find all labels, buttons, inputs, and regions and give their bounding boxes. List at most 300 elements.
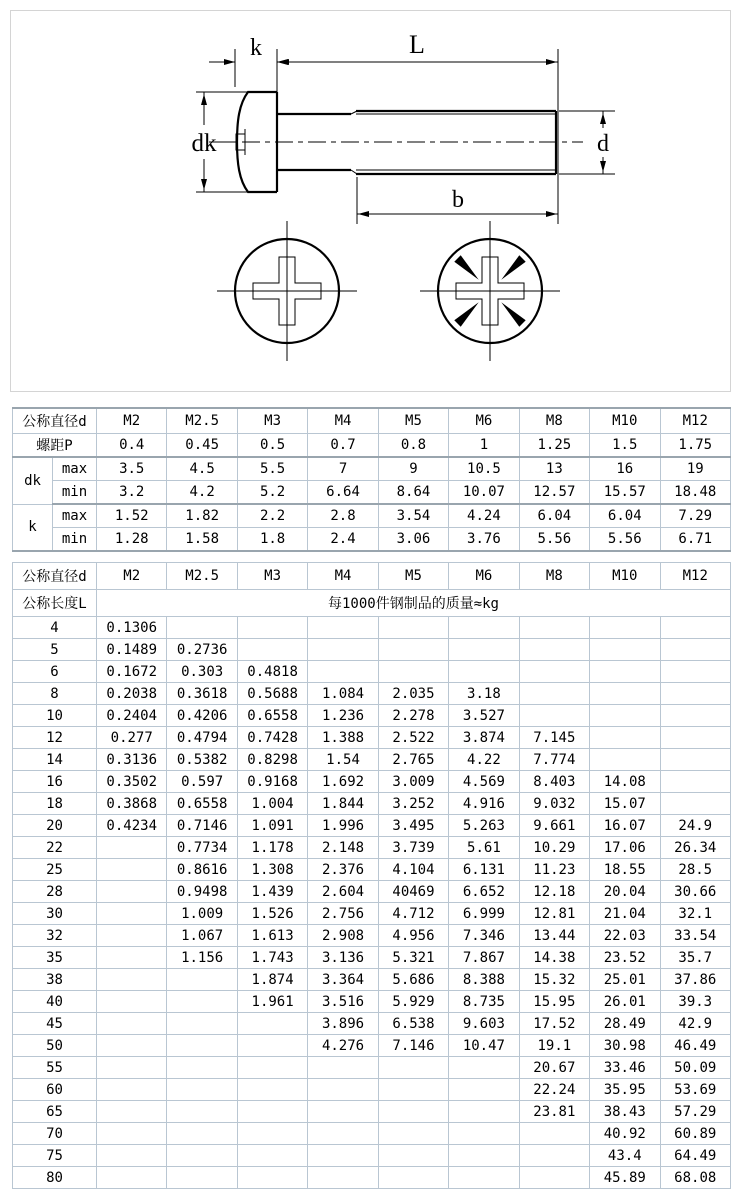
mass-value-cell [167,1079,237,1101]
pitch-value-cell: 0.7 [308,434,378,458]
mass-value-cell [519,617,589,639]
mass-value-cell [167,1101,237,1123]
diameter-column-header: M2 [97,563,167,590]
diameter-column-header: M2.5 [167,408,237,434]
mass-value-cell [97,947,167,969]
mass-value-cell: 1.961 [237,991,307,1013]
mass-value-cell: 1.54 [308,749,378,771]
mass-value-cell [97,1167,167,1189]
mass-value-cell: 3.009 [378,771,448,793]
mass-value-cell: 8.388 [449,969,519,991]
dim-value-cell: 1.82 [167,504,237,528]
mass-value-cell [660,639,731,661]
mass-value-cell: 0.3868 [97,793,167,815]
diameter-column-header: M3 [237,408,307,434]
mass-row [13,727,731,749]
mass-value-cell [378,617,448,639]
mass-value-cell: 0.1489 [97,639,167,661]
mass-value-cell: 22.03 [590,925,660,947]
mass-value-cell [449,1079,519,1101]
mass-value-cell: 45.89 [590,1167,660,1189]
dim-label-k: k [250,35,262,61]
spec-row [13,528,731,552]
mass-value-cell: 7.145 [519,727,589,749]
mass-value-cell: 6.131 [449,859,519,881]
length-value-cell: 16 [13,771,97,793]
mass-row [13,881,731,903]
mass-value-cell [308,617,378,639]
dim-symbol-cell: dk [13,457,53,504]
length-value-cell: 30 [13,903,97,925]
diameter-column-header: M6 [449,563,519,590]
mass-value-cell: 8.403 [519,771,589,793]
mass-value-cell: 3.18 [449,683,519,705]
mass-value-cell: 3.874 [449,727,519,749]
mass-value-cell [590,749,660,771]
mass-row [13,837,731,859]
length-value-cell: 5 [13,639,97,661]
mass-value-cell [449,1057,519,1079]
mass-row [13,639,731,661]
mass-value-cell: 43.4 [590,1145,660,1167]
mass-value-cell [97,969,167,991]
mass-value-cell: 0.7428 [237,727,307,749]
mass-value-cell [308,1167,378,1189]
minmax-cell: min [53,481,97,505]
mass-value-cell [660,793,731,815]
screw-drawing-panel [10,10,731,392]
mass-value-cell: 17.06 [590,837,660,859]
mass-value-cell [449,617,519,639]
mass-value-cell [378,1123,448,1145]
mass-value-cell: 20.04 [590,881,660,903]
mass-value-cell: 0.3136 [97,749,167,771]
mass-value-cell: 4.104 [378,859,448,881]
spec-row [13,504,731,528]
mass-value-cell: 0.4794 [167,727,237,749]
length-value-cell: 4 [13,617,97,639]
dim-value-cell: 5.2 [237,481,307,505]
mass-value-cell [660,771,731,793]
dim-value-cell: 1.8 [237,528,307,552]
mass-value-cell [97,837,167,859]
dim-value-cell: 4.24 [449,504,519,528]
mass-value-cell [660,727,731,749]
mass-value-cell [519,639,589,661]
mass-value-cell: 1.067 [167,925,237,947]
mass-value-cell: 2.522 [378,727,448,749]
length-value-cell: 12 [13,727,97,749]
mass-value-cell [378,1057,448,1079]
mass-value-cell: 11.23 [519,859,589,881]
mass-value-cell: 5.263 [449,815,519,837]
mass-value-cell [237,617,307,639]
mass-value-cell [660,749,731,771]
mass-value-cell [660,683,731,705]
diameter-column-header: M10 [590,408,660,434]
mass-value-cell: 40469 [378,881,448,903]
screw-side-view [209,92,583,192]
mass-value-cell: 4.22 [449,749,519,771]
pitch-value-cell: 1.25 [519,434,589,458]
mass-value-cell: 0.6558 [167,793,237,815]
mass-value-cell [660,705,731,727]
length-value-cell: 70 [13,1123,97,1145]
mass-value-cell [237,1013,307,1035]
mass-value-cell: 0.7146 [167,815,237,837]
mass-row [13,1101,731,1123]
length-value-cell: 14 [13,749,97,771]
diameter-column-header: M12 [660,408,731,434]
mass-value-cell [590,617,660,639]
dim-label-L: L [409,30,425,59]
mass-value-cell [378,1079,448,1101]
mass-value-cell [378,639,448,661]
mass-value-cell [590,727,660,749]
mass-value-cell: 1.009 [167,903,237,925]
diameter-label-cell: 公称直径d [13,563,97,590]
mass-value-cell: 0.3502 [97,771,167,793]
mass-value-cell: 8.735 [449,991,519,1013]
mass-row [13,903,731,925]
dim-value-cell: 3.76 [449,528,519,552]
mass-value-cell: 33.54 [660,925,731,947]
length-value-cell: 35 [13,947,97,969]
mass-value-cell: 33.46 [590,1057,660,1079]
dim-value-cell: 4.2 [167,481,237,505]
mass-value-cell [308,1101,378,1123]
mass-row [13,947,731,969]
mass-value-cell: 9.661 [519,815,589,837]
length-label-cell: 公称长度L [13,590,97,617]
mass-value-cell [378,661,448,683]
mass-value-cell [237,1167,307,1189]
mass-value-cell: 3.516 [308,991,378,1013]
mass-value-cell [378,1167,448,1189]
length-value-cell: 8 [13,683,97,705]
mass-row [13,991,731,1013]
mass-value-cell: 15.07 [590,793,660,815]
mass-table-body [13,563,731,1189]
mass-value-cell: 26.01 [590,991,660,1013]
mass-value-cell [449,661,519,683]
mass-value-cell: 1.874 [237,969,307,991]
dim-value-cell: 7.29 [660,504,731,528]
mass-row [13,1145,731,1167]
mass-value-cell: 4.712 [378,903,448,925]
mass-value-cell [378,1145,448,1167]
mass-value-cell: 30.66 [660,881,731,903]
mass-value-cell: 23.52 [590,947,660,969]
diameter-column-header: M2 [97,408,167,434]
mass-value-cell [167,617,237,639]
mass-value-cell: 57.29 [660,1101,731,1123]
mass-subheader-row [13,590,731,617]
mass-value-cell: 0.1672 [97,661,167,683]
dim-value-cell: 10.07 [449,481,519,505]
diameter-label-cell: 公称直径d [13,408,97,434]
mass-value-cell: 2.278 [378,705,448,727]
dim-value-cell: 8.64 [378,481,448,505]
dim-value-cell: 3.5 [97,457,167,481]
mass-value-cell: 5.321 [378,947,448,969]
mass-value-cell [97,1145,167,1167]
diameter-column-header: M6 [449,408,519,434]
mass-value-cell [449,1101,519,1123]
mass-value-cell [97,1101,167,1123]
mass-value-cell: 5.61 [449,837,519,859]
mass-value-cell [308,1123,378,1145]
mass-value-cell [590,639,660,661]
mass-value-cell [97,1057,167,1079]
length-value-cell: 60 [13,1079,97,1101]
mass-value-cell [378,1101,448,1123]
mass-value-cell: 12.18 [519,881,589,903]
mass-value-cell [97,859,167,881]
screw-diagram [11,11,730,391]
mass-value-cell: 7.774 [519,749,589,771]
mass-value-cell: 1.004 [237,793,307,815]
mass-value-cell: 1.996 [308,815,378,837]
mass-value-cell: 25.01 [590,969,660,991]
length-value-cell: 10 [13,705,97,727]
mass-value-cell: 4.916 [449,793,519,815]
mass-value-cell: 42.9 [660,1013,731,1035]
mass-value-cell: 18.55 [590,859,660,881]
mass-value-cell [237,1057,307,1079]
mass-value-cell: 68.08 [660,1167,731,1189]
mass-value-cell: 2.756 [308,903,378,925]
mass-value-cell [97,1123,167,1145]
pitch-value-cell: 1.75 [660,434,731,458]
mass-value-cell: 30.98 [590,1035,660,1057]
mass-value-cell: 0.303 [167,661,237,683]
mass-value-cell: 3.252 [378,793,448,815]
mass-value-cell [449,1145,519,1167]
pozidriv-recess-view [420,221,560,361]
dim-value-cell: 6.04 [519,504,589,528]
mass-row [13,661,731,683]
mass-value-cell: 32.1 [660,903,731,925]
mass-row [13,1167,731,1189]
mass-value-cell [308,1057,378,1079]
length-value-cell: 55 [13,1057,97,1079]
mass-value-cell: 0.1306 [97,617,167,639]
mass-value-cell [449,1167,519,1189]
dimension-d [559,111,615,174]
mass-value-cell: 3.896 [308,1013,378,1035]
mass-value-cell [590,661,660,683]
mass-value-cell: 10.29 [519,837,589,859]
dim-value-cell: 15.57 [590,481,660,505]
mass-value-cell: 21.04 [590,903,660,925]
dim-value-cell: 5.56 [519,528,589,552]
mass-value-cell: 14.38 [519,947,589,969]
mass-value-cell [97,1079,167,1101]
mass-value-cell: 0.9168 [237,771,307,793]
mass-value-cell [237,1145,307,1167]
mass-value-cell [590,683,660,705]
mass-value-cell: 2.376 [308,859,378,881]
mass-value-cell [519,1145,589,1167]
mass-value-cell: 15.32 [519,969,589,991]
mass-value-cell: 9.603 [449,1013,519,1035]
dim-value-cell: 13 [519,457,589,481]
mass-row [13,969,731,991]
length-value-cell: 22 [13,837,97,859]
pitch-value-cell: 1.5 [590,434,660,458]
dim-value-cell: 5.5 [237,457,307,481]
mass-value-cell: 28.49 [590,1013,660,1035]
mass-value-cell: 7.867 [449,947,519,969]
mass-value-cell: 5.929 [378,991,448,1013]
spec-row [13,457,731,481]
diameter-column-header: M8 [519,563,589,590]
mass-value-cell [449,1123,519,1145]
mass-value-cell: 9.032 [519,793,589,815]
length-value-cell: 18 [13,793,97,815]
dim-value-cell: 2.4 [308,528,378,552]
mass-value-cell: 3.364 [308,969,378,991]
diameter-column-header: M4 [308,408,378,434]
mass-value-cell: 3.136 [308,947,378,969]
mass-value-cell: 35.7 [660,947,731,969]
mass-row [13,1013,731,1035]
dimension-L [277,30,558,224]
mass-value-cell [167,1013,237,1035]
diameter-column-header: M12 [660,563,731,590]
phillips-recess-view [217,221,357,361]
mass-value-cell: 5.686 [378,969,448,991]
mass-value-cell: 53.69 [660,1079,731,1101]
mass-value-cell: 3.739 [378,837,448,859]
diameter-column-header: M5 [378,563,448,590]
mass-value-cell [167,1167,237,1189]
mass-value-cell [519,683,589,705]
dim-value-cell: 3.54 [378,504,448,528]
dim-value-cell: 19 [660,457,731,481]
mass-value-cell: 1.178 [237,837,307,859]
dim-value-cell: 1.58 [167,528,237,552]
mass-value-cell: 0.4818 [237,661,307,683]
mass-row [13,1079,731,1101]
mass-value-cell: 4.276 [308,1035,378,1057]
dim-value-cell: 12.57 [519,481,589,505]
mass-header-row [13,563,731,590]
diameter-column-header: M4 [308,563,378,590]
dim-value-cell: 1.28 [97,528,167,552]
minmax-cell: min [53,528,97,552]
mass-value-cell: 0.5382 [167,749,237,771]
mass-value-cell: 0.9498 [167,881,237,903]
mass-value-cell: 28.5 [660,859,731,881]
mass-value-cell: 6.538 [378,1013,448,1035]
mass-value-cell: 0.597 [167,771,237,793]
mass-value-cell [97,1035,167,1057]
dim-label-dk: dk [191,130,217,157]
spec-table-body [13,408,731,551]
mass-value-cell: 0.8616 [167,859,237,881]
mass-value-cell: 46.49 [660,1035,731,1057]
mass-value-cell: 1.692 [308,771,378,793]
mass-value-cell: 1.844 [308,793,378,815]
mass-value-cell: 2.908 [308,925,378,947]
mass-value-cell: 1.613 [237,925,307,947]
length-value-cell: 65 [13,1101,97,1123]
mass-row [13,859,731,881]
mass-value-cell [237,639,307,661]
mass-unit-cell: 每1000件钢制品的质量≈kg [97,590,731,617]
mass-value-cell [237,1079,307,1101]
mass-row [13,683,731,705]
diameter-column-header: M10 [590,563,660,590]
mass-value-cell [97,903,167,925]
mass-value-cell [660,617,731,639]
mass-value-cell [449,639,519,661]
mass-row [13,705,731,727]
mass-value-cell: 64.49 [660,1145,731,1167]
dim-value-cell: 7 [308,457,378,481]
pitch-row [13,434,731,458]
mass-row [13,925,731,947]
dim-value-cell: 2.2 [237,504,307,528]
length-value-cell: 45 [13,1013,97,1035]
dim-value-cell: 1.52 [97,504,167,528]
mass-value-cell: 3.527 [449,705,519,727]
mass-value-cell [308,1145,378,1167]
mass-value-cell [97,1013,167,1035]
mass-value-cell [308,1079,378,1101]
mass-value-cell: 6.999 [449,903,519,925]
spec-header-row [13,408,731,434]
mass-value-cell [590,705,660,727]
mass-value-cell [519,661,589,683]
dim-value-cell: 6.04 [590,504,660,528]
mass-value-cell [660,661,731,683]
mass-value-cell: 0.5688 [237,683,307,705]
mass-value-cell: 1.308 [237,859,307,881]
dim-symbol-cell: k [13,504,53,551]
mass-value-cell: 2.604 [308,881,378,903]
minmax-cell: max [53,504,97,528]
length-value-cell: 32 [13,925,97,947]
mass-value-cell: 0.7734 [167,837,237,859]
mass-value-cell: 1.156 [167,947,237,969]
length-value-cell: 6 [13,661,97,683]
mass-value-cell: 40.92 [590,1123,660,1145]
mass-value-cell: 7.346 [449,925,519,947]
diameter-column-header: M8 [519,408,589,434]
mass-value-cell: 19.1 [519,1035,589,1057]
mass-row [13,815,731,837]
mass-value-cell [308,639,378,661]
minmax-cell: max [53,457,97,481]
dim-label-b: b [452,187,464,213]
mass-value-cell: 1.743 [237,947,307,969]
length-value-cell: 25 [13,859,97,881]
dim-value-cell: 6.64 [308,481,378,505]
mass-value-cell [237,1123,307,1145]
mass-value-cell: 38.43 [590,1101,660,1123]
mass-value-cell: 20.67 [519,1057,589,1079]
mass-value-cell: 37.86 [660,969,731,991]
length-value-cell: 50 [13,1035,97,1057]
mass-value-cell: 4.569 [449,771,519,793]
dim-value-cell: 5.56 [590,528,660,552]
mass-value-cell: 22.24 [519,1079,589,1101]
dim-value-cell: 18.48 [660,481,731,505]
mass-value-cell: 26.34 [660,837,731,859]
